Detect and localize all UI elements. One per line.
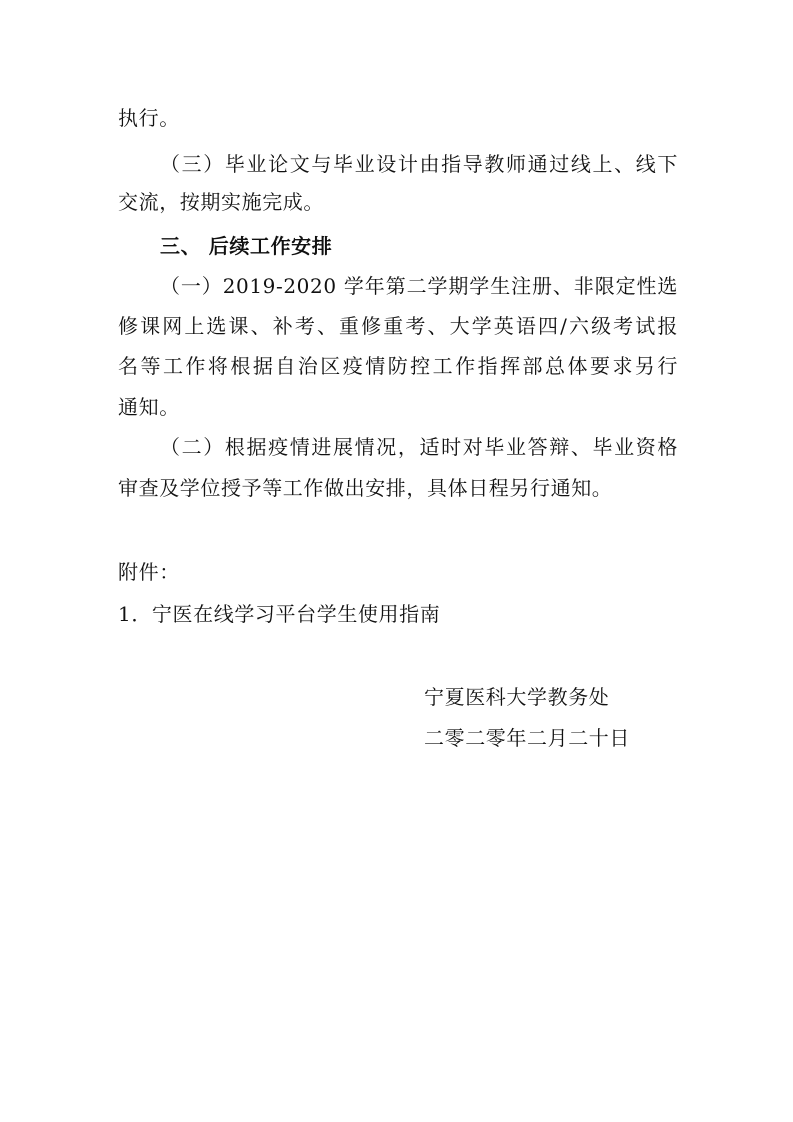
paragraph-line: 执行。 <box>118 106 180 130</box>
paragraph-line: 审查及学位授予等工作做出安排，具体日程另行通知。 <box>118 476 613 500</box>
paragraph-line: （一）2019-2020 学年第二学期学生注册、非限定性选 <box>160 274 678 298</box>
signature-date: 二零二零年二月二十日 <box>424 726 630 750</box>
attachment-item: 1．宁医在线学习平台学生使用指南 <box>118 602 441 626</box>
paragraph-line: 通知。 <box>118 395 180 419</box>
paragraph-line: 名等工作将根据自治区疫情防控工作指挥部总体要求另行 <box>118 354 678 378</box>
attachment-label: 附件： <box>118 560 180 584</box>
paragraph-line: 交流，按期实施完成。 <box>118 190 324 214</box>
paragraph-line: （二）根据疫情进展情况，适时对毕业答辩、毕业资格 <box>160 435 678 459</box>
section-heading: 三、 后续工作安排 <box>160 234 333 258</box>
paragraph-line: 修课网上选课、补考、重修重考、大学英语四/六级考试报 <box>118 314 678 338</box>
signature-organization: 宁夏医科大学教务处 <box>424 685 610 709</box>
paragraph-line: （三）毕业论文与毕业设计由指导教师通过线上、线下 <box>160 152 678 176</box>
